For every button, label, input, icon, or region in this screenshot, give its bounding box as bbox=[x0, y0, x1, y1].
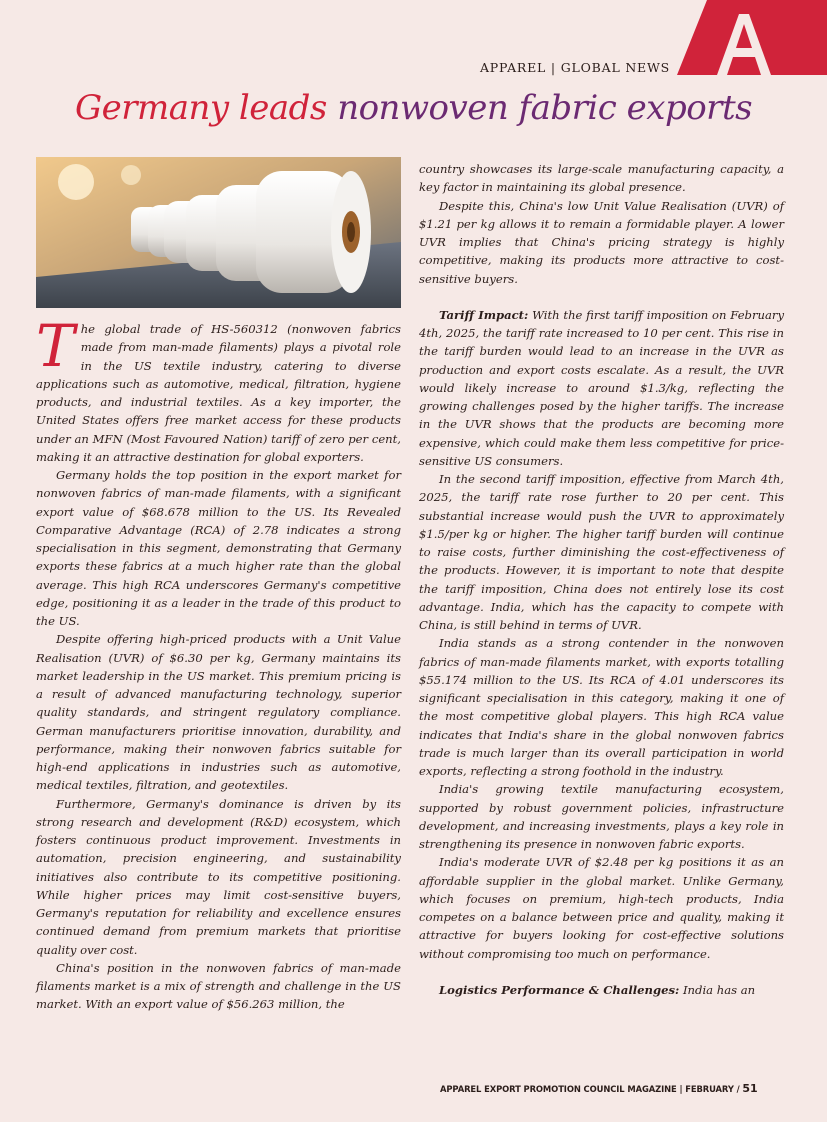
tariff-impact-label: Tariff Impact: bbox=[439, 307, 529, 322]
tariff-impact-paragraph: Tariff Impact: With the first tariff imposition on February 4th, 2025, the tariff rate increased to 10 per cent. This rise in the tariff burden would lead to an increase in the UVR as production and export costs escalate. As a result, the UVR would likely increase to around $1.3/kg, reflecting the growing challenges posed by the higher tariffs. The increase in the UVR shows that the products are becoming more expensive, which could make them less competitive for price-sensitive US consumers. bbox=[419, 307, 784, 468]
body-paragraph: Furthermore, Germany's dominance is driven by its strong research and development (R&D) ecosystem, which fosters continuous product improvement. Investments in automation, precision engineering, and sustainability initiatives also contribute to its competitive positioning. While higher prices may limit cost-sensitive buyers, Germany's reputation for reliability and excellence ensures continued demand from premium markets that prioritise quality over cost. bbox=[36, 796, 401, 957]
section-tag: APPAREL | GLOBAL NEWS bbox=[479, 60, 670, 75]
article-column-left bbox=[36, 312, 401, 1014]
drop-cap: T bbox=[36, 312, 75, 380]
footer-text: APPAREL EXPORT PROMOTION COUNCIL MAGAZINE | FEBRUARY / bbox=[440, 1084, 743, 1094]
body-paragraph: China's position in the nonwoven fabrics of man-made filaments market is a mix of strength and challenge in the US market. With an export value of $56.263 million, the bbox=[36, 960, 401, 1012]
headline-part-2: nonwoven fabric exports bbox=[337, 88, 753, 128]
logistics-label: Logistics Performance & Challenges: bbox=[439, 982, 680, 997]
body-paragraph: India stands as a strong contender in the nonwoven fabrics of man-made filaments market, with exports totalling $55.174 million to the US. Its RCA of 4.01 underscores its significant specialisation in this category, making it one of the most competitive global players. This high RCA value indicates that India's share in the global nonwoven fabrics trade is much larger than its overall participation in world exports, reflecting a strong foothold in the industry. bbox=[419, 636, 784, 778]
body-paragraph: India's moderate UVR of $2.48 per kg positions it as an affordable supplier in the global market. Unlike Germany, which focuses on premium, high-tech products, India competes on a balance between price and quality, making it attractive for buyers looking for cost-effective solutions without compromising too much on performance. bbox=[419, 855, 784, 961]
page-footer bbox=[440, 1082, 758, 1095]
body-paragraph: In the second tariff imposition, effective from March 4th, 2025, the tariff rate rose further to 20 per cent. This substantial increase would push the UVR to approximately $1.5/per kg or higher. The higher tariff burden will continue to raise costs, further diminishing the cost-effectiveness of the products. However, it is important to note that despite the tariff imposition, China does not entirely lose its cost advantage. India, which has the capacity to compete with China, is still behind in terms of UVR. bbox=[419, 472, 784, 632]
article-headline bbox=[0, 88, 827, 128]
body-paragraph: India's growing textile manufacturing ecosystem, supported by robust government policies, infrastructure development, and increasing investments, plays a key role in strengthening its presence in nonwoven fabric exports. bbox=[419, 782, 784, 851]
logistics-paragraph: Logistics Performance & Challenges: India has an bbox=[439, 982, 756, 997]
body-paragraph: country showcases its large-scale manufacturing capacity, a key factor in maintaining its global presence. bbox=[419, 162, 784, 195]
headline-part-1: Germany leads bbox=[74, 88, 327, 128]
magazine-logo bbox=[677, 0, 827, 75]
article-column-right bbox=[419, 160, 784, 999]
body-paragraph: Despite this, China's low Unit Value Realisation (UVR) of $1.21 per kg allows it to remain a formidable player. A lower UVR implies that China's pricing strategy is highly competitive, making its products more attractive to cost-sensitive buyers. bbox=[419, 198, 784, 286]
body-paragraph: Despite offering high-priced products with a Unit Value Realisation (UVR) of $6.30 per kg, Germany maintains its market leadership in the US market. This premium pricing is a result of advanced manufacturing technology, superior quality standards, and stringent regulatory compliance. German manufacturers prioritise innovation, durability, and performance, making their nonwoven fabrics suitable for high-end applications in industries such as automotive, medical textiles, filtration, and geotextiles. bbox=[36, 632, 401, 793]
body-paragraph: Germany holds the top position in the export market for nonwoven fabrics of man-made filaments, with a significant export value of $68.678 million to the US. Its Revealed Comparative Advantage (RCA) of 2.78 indicates a strong specialisation in this segment, demonstrating that Germany exports these fabrics at a much higher rate than the global average. This high RCA underscores Germany's competitive edge, positioning it as a leader in the trade of this product to the US. bbox=[36, 468, 401, 628]
intro-paragraph: The global trade of HS-560312 (nonwoven fabrics made from man-made filaments) plays a pivotal role in the US textile industry, catering to diverse applications such as automotive, medical, filtration, hygiene products, and industrial textiles. As a key importer, the United States offers free market access for these products under an MFN (Most Favoured Nation) tariff of zero per cent, making it an attractive destination for global exporters. bbox=[36, 312, 401, 464]
page-number: 51 bbox=[742, 1082, 758, 1095]
hero-image bbox=[36, 157, 401, 308]
fabric-rolls-photo-icon bbox=[36, 157, 401, 308]
letter-a-logo-icon bbox=[677, 0, 827, 75]
